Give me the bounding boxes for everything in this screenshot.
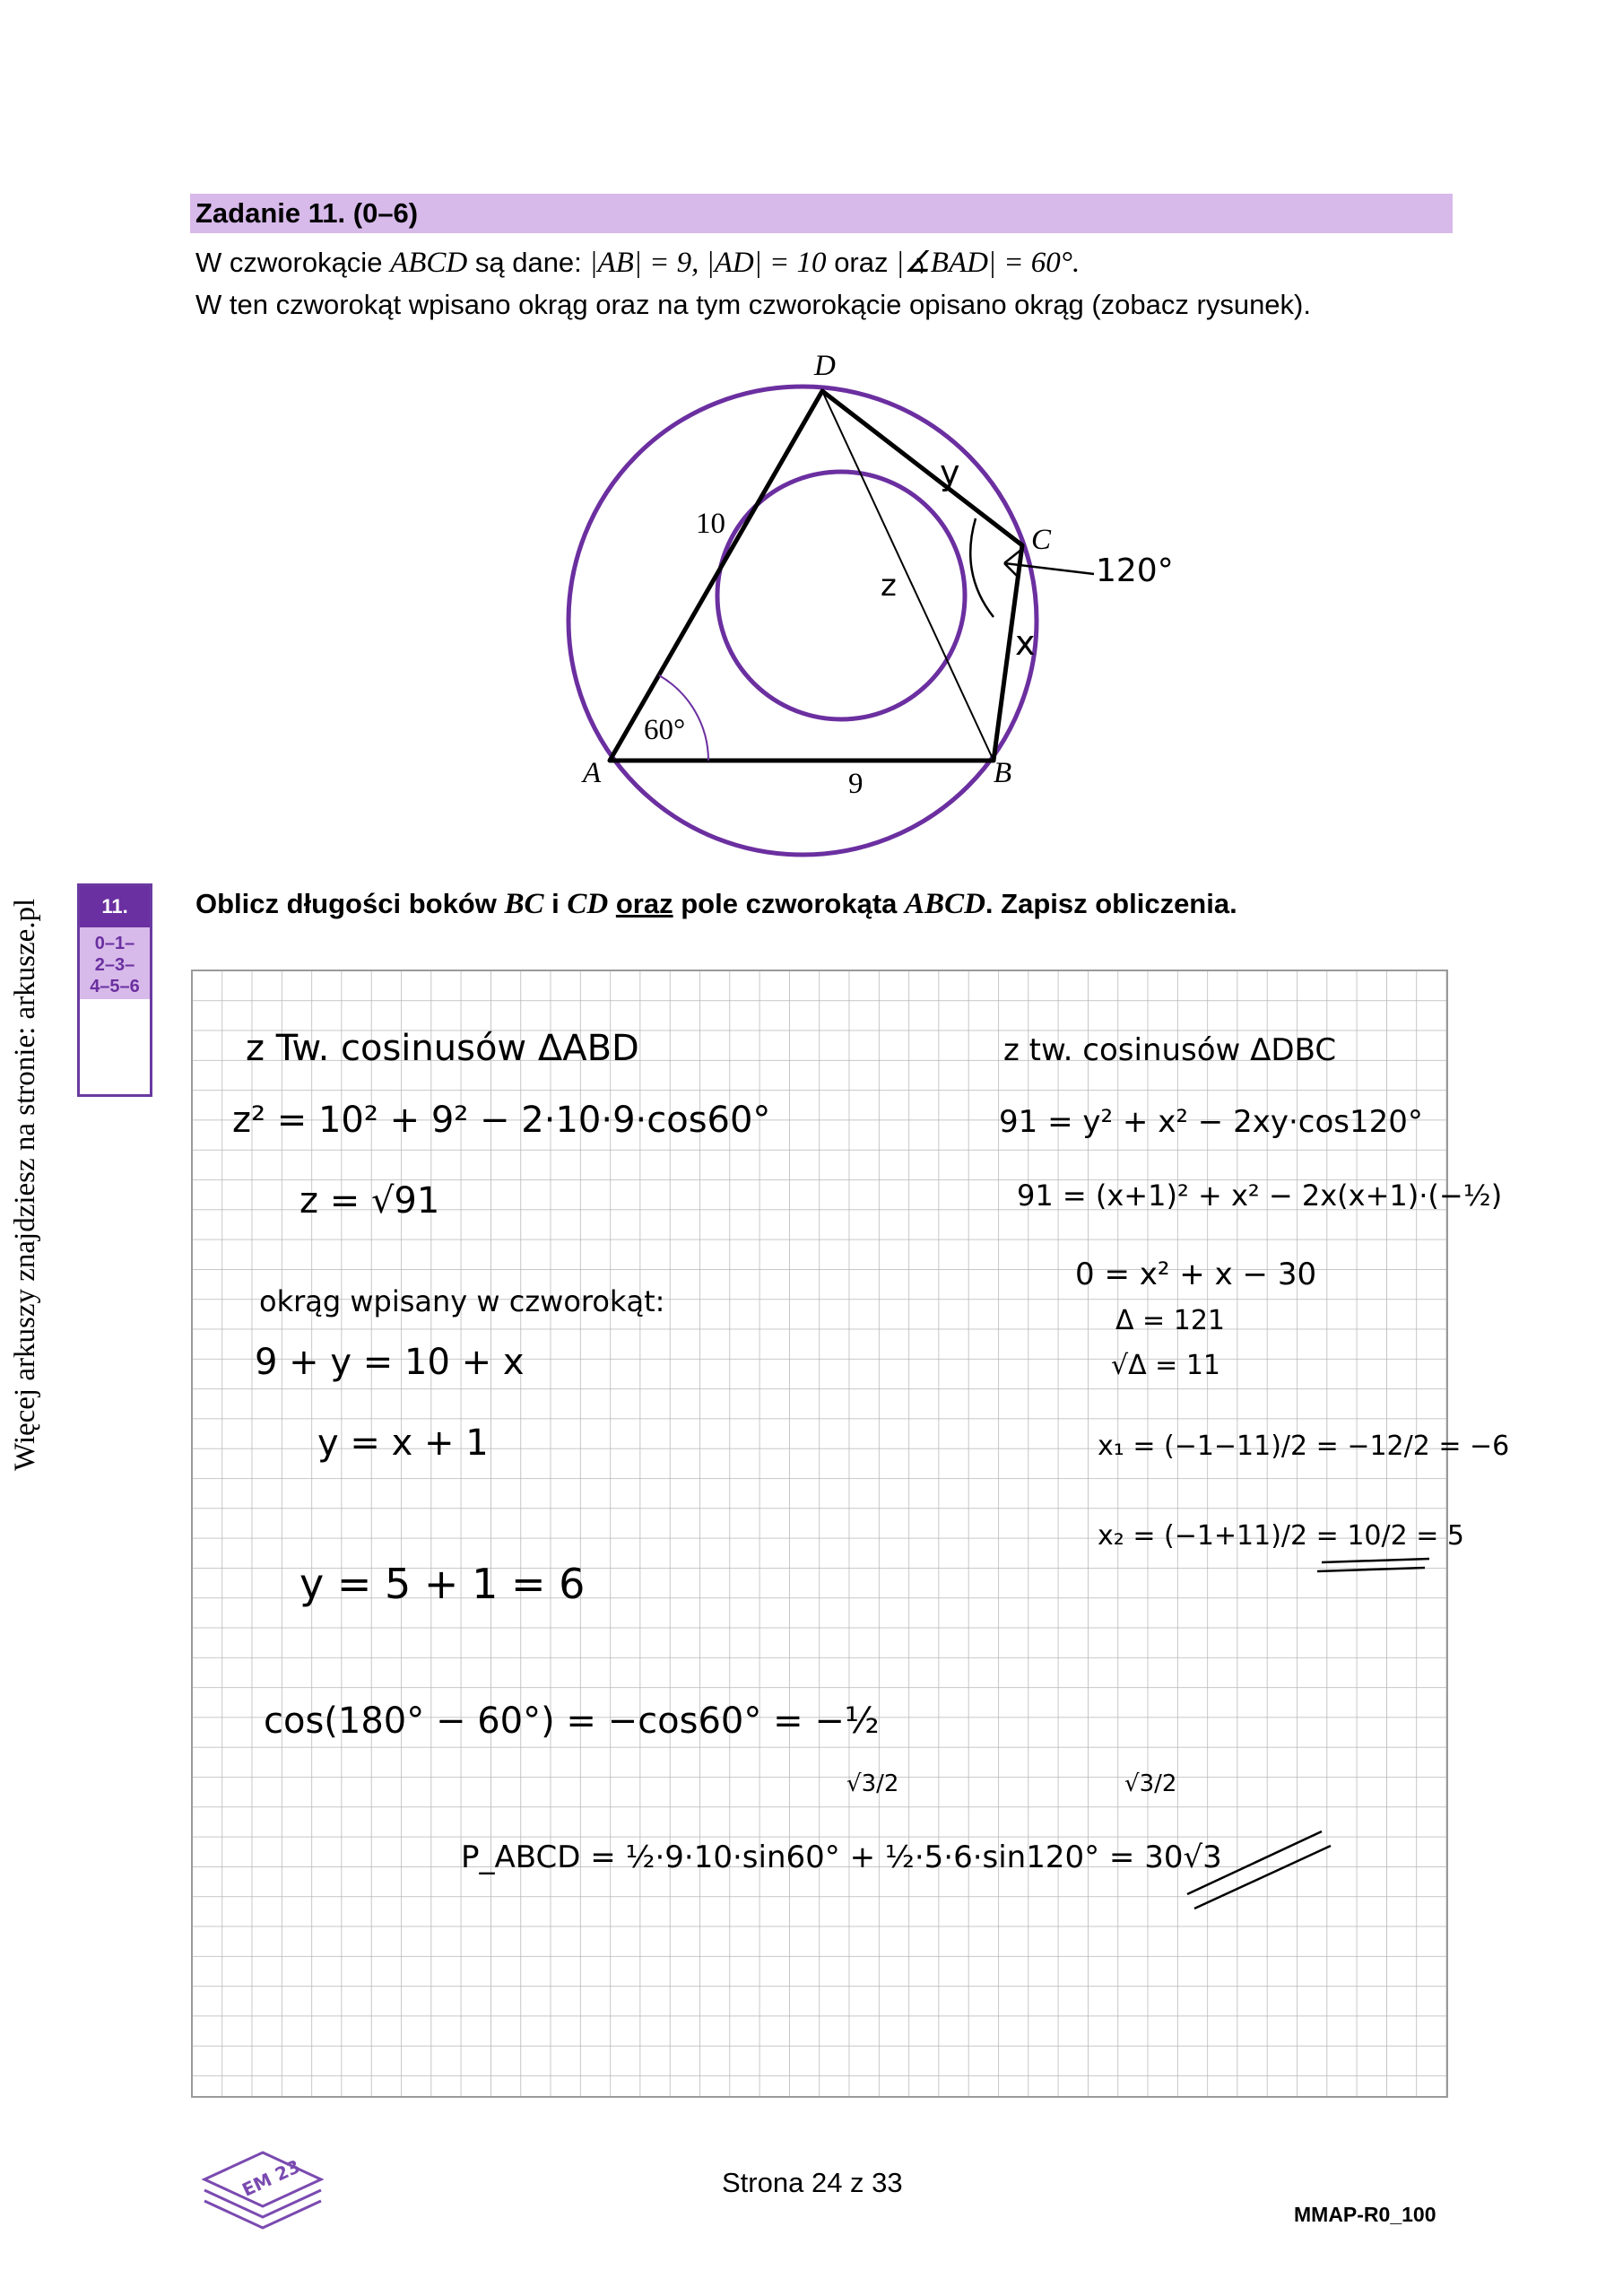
score-scale-row: 2–3– (94, 955, 135, 975)
hand-left-2: z² = 10² + 9² − 2·10·9·cos60° (232, 1100, 771, 1141)
hand-right-3: 91 = (x+1)² + x² − 2x(x+1)·(−½) (1017, 1178, 1503, 1213)
hand-sqrt3-half-2: √3/2 (1124, 1770, 1177, 1797)
task-line-1 (195, 244, 1080, 280)
diagonal-db (822, 391, 994, 761)
hand-angle-c: 120° (1096, 552, 1174, 589)
task-line-2: W ten czworokąt wpisano okrąg oraz na tym czworokącie opisano okrąg (zobacz rysunek). (195, 289, 1311, 320)
circumscribed-circle (568, 387, 1037, 855)
label-b: B (994, 757, 1012, 789)
label-d: D (814, 350, 836, 382)
instruction-bc: BC (504, 888, 544, 920)
hand-right-2: 91 = y² + x² − 2xy·cos120° (999, 1104, 1423, 1140)
hand-right-7: x₁ = (−1−11)/2 = −12/2 = −6 (1098, 1431, 1510, 1462)
task-quad-name: ABCD (390, 247, 468, 279)
hand-cos-line: cos(180° − 60°) = −cos60° = −½ (264, 1700, 880, 1742)
hand-left-7: y = 5 + 1 = 6 (299, 1560, 586, 1608)
exam-code: MMAP-R0_100 (1294, 2203, 1436, 2226)
instruction-part-3: . Zapisz obliczenia. (985, 888, 1237, 919)
hand-sqrt3-half-1: √3/2 (846, 1770, 899, 1797)
instruction (195, 888, 1237, 921)
hand-right-6: √Δ = 11 (1111, 1350, 1221, 1381)
hand-right-4: 0 = x² + x − 30 (1075, 1257, 1317, 1292)
side-website-text: Więcej arkuszy znajdziesz na stronie: arkusze.pl (9, 898, 41, 1471)
instruction-cd: CD (567, 888, 609, 920)
hand-left-6: y = x + 1 (317, 1422, 489, 1464)
task-line1-and: oraz (834, 247, 889, 278)
instruction-i: i (551, 888, 560, 919)
hand-label-y: y (940, 453, 960, 492)
score-scale-row: 4–5–6 (90, 977, 140, 996)
instruction-oraz: oraz (615, 888, 673, 919)
instruction-abcd: ABCD (905, 888, 985, 920)
hand-right-5: Δ = 121 (1115, 1305, 1225, 1336)
angle-a-value: 60° (644, 714, 686, 746)
hand-area-line: P_ABCD = ½·9·10·sin60° + ½·5·6·sin120° = 30√3 (461, 1839, 1222, 1875)
answer-grid[interactable] (192, 970, 1510, 2097)
task-line1-mid: są dane: (474, 247, 582, 278)
label-a: A (583, 757, 602, 789)
hand-left-1: z Tw. cosinusów ΔABD (246, 1028, 639, 1069)
score-task-number: 11. (80, 886, 150, 927)
score-box (77, 883, 152, 1097)
side-ab-length: 9 (848, 768, 864, 800)
hand-left-3: z = √91 (299, 1180, 440, 1222)
task-line1-prefix: W czworokącie (195, 247, 383, 278)
angle-c-arc-hand (970, 518, 994, 617)
hand-label-x: x (1015, 623, 1036, 663)
label-c: C (1031, 524, 1052, 556)
score-scale-row: 0–1– (94, 934, 135, 953)
hand-left-5: 9 + y = 10 + x (255, 1342, 525, 1383)
score-scale (80, 927, 150, 999)
side-ad-length: 10 (696, 508, 725, 540)
geometry-figure (538, 341, 1184, 879)
task-angle: |∡BAD| = 60°. (896, 247, 1081, 279)
hand-label-z: z (881, 568, 897, 604)
instruction-part-1: Oblicz długości boków (195, 888, 497, 919)
em-logo (195, 2144, 330, 2242)
page-number: Strona 24 z 33 (722, 2167, 903, 2198)
task-header: Zadanie 11. (0–6) (190, 194, 1453, 233)
hand-right-1: z tw. cosinusów ΔDBC (1003, 1032, 1337, 1068)
task-conditions: |AB| = 9, |AD| = 10 (589, 247, 827, 279)
hand-right-8: x₂ = (−1+11)/2 = 10/2 = 5 (1098, 1520, 1464, 1552)
logo-text: EM 23 (239, 2155, 304, 2201)
instruction-part-2: pole czworokąta (681, 888, 898, 919)
hand-left-4: okrąg wpisany w czworokąt: (259, 1284, 665, 1318)
